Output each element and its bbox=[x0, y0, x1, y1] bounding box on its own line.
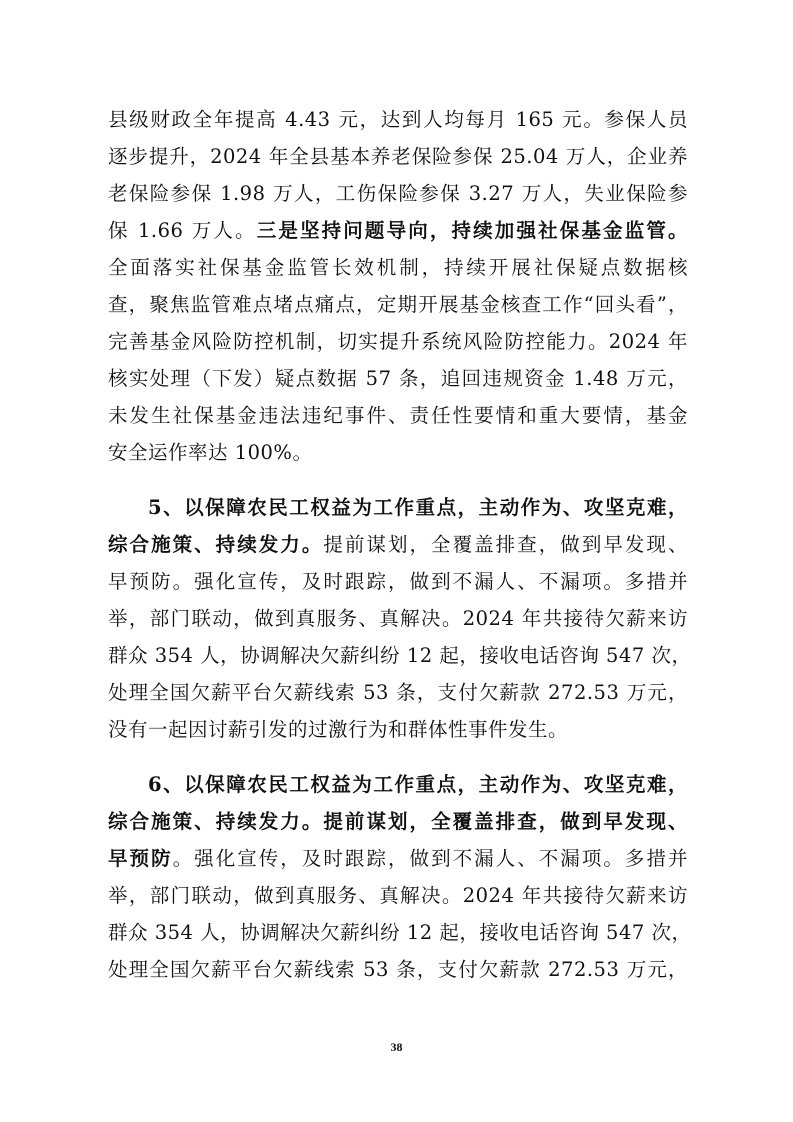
paragraph-heading: 6、以保障农民工权益为工作重点，主动作为、攻坚克难， bbox=[148, 773, 688, 796]
text-line: 老保险参保 1.98 万人，工伤保险参保 3.27 万人，失业保险参 bbox=[108, 182, 688, 205]
bold-heading-text: 综合施策、持续发力。 bbox=[108, 533, 324, 556]
text-line: 综合施策、持续发力。提前谋划，全覆盖排查，做到早发现、 bbox=[108, 810, 688, 833]
text-span: 提前谋划，全覆盖排查，做到早发现、 bbox=[323, 533, 688, 556]
text-line: 早预防。强化宣传，及时跟踪，做到不漏人、不漏项。多措并 bbox=[108, 570, 688, 593]
text-span: 。强化宣传，及时跟踪，做到不漏人、不漏项。多措并 bbox=[172, 847, 688, 870]
text-line bbox=[108, 847, 688, 871]
text-line: 县级财政全年提高 4.43 元，达到人均每月 165 元。参保人员 bbox=[108, 108, 688, 131]
text-line: 群众 354 人，协调解决欠薪纠纷 12 起，接收电话咨询 547 次， bbox=[108, 644, 692, 667]
text-line: 没有一起因讨薪引发的过激行为和群体性事件发生。 bbox=[108, 718, 569, 741]
text-line: 核实处理（下发）疑点数据 57 条，追回违规资金 1.48 万元， bbox=[108, 367, 688, 390]
text-line bbox=[108, 533, 688, 557]
text-line: 举，部门联动，做到真服务、真解决。2024 年共接待欠薪来访 bbox=[108, 884, 688, 907]
text-line bbox=[108, 219, 688, 243]
text-line: 查，聚焦监管难点堵点痛点，定期开展基金核查工作“回头看”， bbox=[108, 293, 688, 316]
text-line: 全面落实社保基金监管长效机制，持续开展社保疑点数据核 bbox=[108, 256, 688, 279]
paragraph-heading: 5、以保障农民工权益为工作重点，主动作为、攻坚克难， bbox=[148, 496, 688, 519]
page-number: 38 bbox=[390, 1040, 403, 1054]
text-line: 安全运作率达 100%。 bbox=[108, 441, 313, 464]
text-line: 举，部门联动，做到真服务、真解决。2024 年共接待欠薪来访 bbox=[108, 607, 688, 630]
text-span: 保 1.66 万人。 bbox=[108, 219, 257, 242]
bold-heading-text: 早预防 bbox=[108, 847, 173, 870]
text-line: 未发生社保基金违法违纪事件、责任性要情和重大要情，基金 bbox=[108, 404, 688, 427]
text-line: 逐步提升，2024 年全县基本养老保险参保 25.04 万人，企业养 bbox=[108, 145, 688, 168]
text-line: 群众 354 人，协调解决欠薪纠纷 12 起，接收电话咨询 547 次， bbox=[108, 921, 692, 944]
text-line: 处理全国欠薪平台欠薪线索 53 条，支付欠薪款 272.53 万元， bbox=[108, 958, 688, 981]
text-line: 完善基金风险防控机制，切实提升系统风险防控能力。2024 年 bbox=[108, 330, 688, 353]
bold-heading-text: 三是坚持问题导向，持续加强社保基金监管。 bbox=[256, 219, 688, 242]
text-line: 处理全国欠薪平台欠薪线索 53 条，支付欠薪款 272.53 万元， bbox=[108, 681, 688, 704]
